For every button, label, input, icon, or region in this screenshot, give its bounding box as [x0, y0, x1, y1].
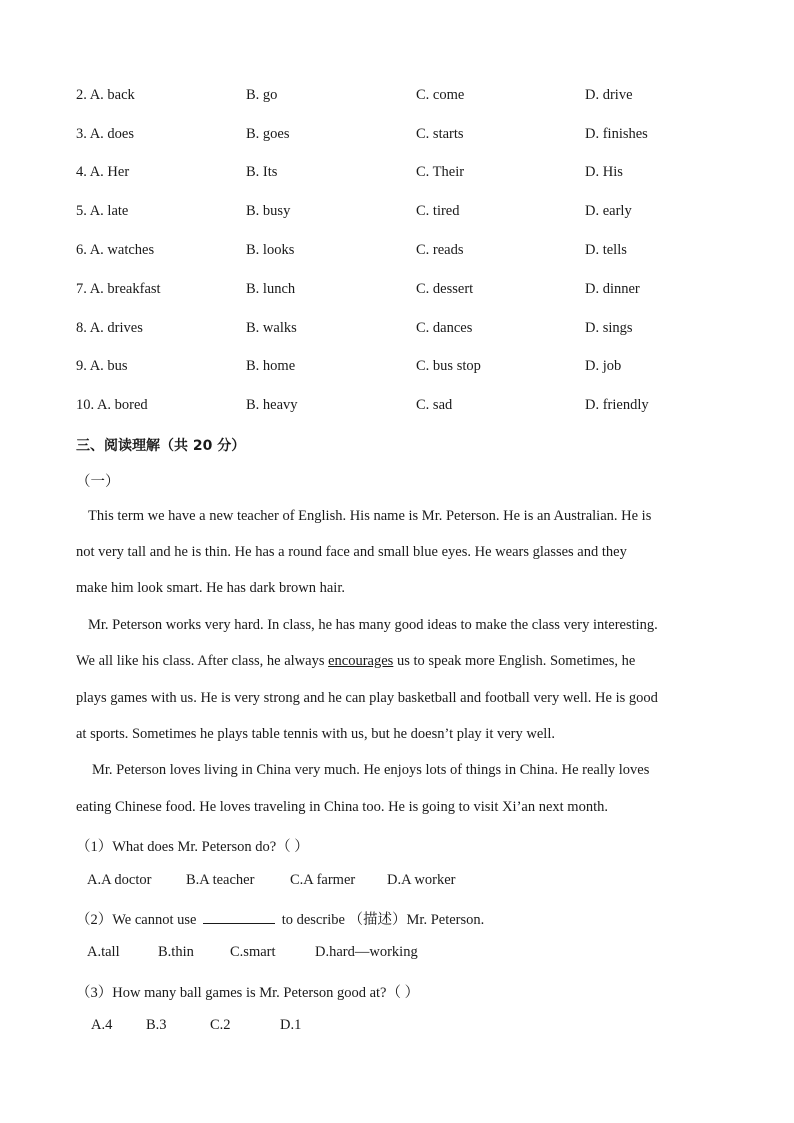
- part-label: （一）: [76, 474, 120, 490]
- choice-b: B.3: [146, 1017, 167, 1033]
- passage-line: [76, 653, 635, 670]
- passage-text: We all like his class. After class, he always: [76, 653, 329, 669]
- choice-d: D.hard—working: [315, 944, 418, 960]
- question-2-choices: [0, 944, 794, 964]
- option-c: C. dances: [416, 320, 473, 336]
- option-a: 5. A. late: [76, 203, 129, 219]
- choice-c: C.2: [210, 1017, 231, 1033]
- option-d: D. His: [585, 164, 623, 180]
- option-a: 8. A. drives: [76, 320, 143, 336]
- option-b: B. walks: [246, 320, 297, 336]
- option-d: D. friendly: [585, 397, 649, 413]
- passage-line: plays games with us. He is very strong and he can play basketball and football very well. He is good: [76, 690, 658, 706]
- stem-text: to describe （描述）Mr. Peterson.: [278, 912, 485, 928]
- option-a: 9. A. bus: [76, 358, 128, 374]
- option-b: B. heavy: [246, 397, 298, 413]
- option-c: C. sad: [416, 397, 453, 413]
- option-row: [0, 203, 794, 225]
- passage-text: us to speak more English. Sometimes, he: [393, 653, 636, 669]
- option-row: [0, 320, 794, 342]
- choice-a: A.A doctor: [87, 872, 152, 888]
- option-c: C. starts: [416, 126, 464, 142]
- option-row: [0, 126, 794, 148]
- option-a: 2. A. back: [76, 87, 135, 103]
- option-row: [0, 164, 794, 186]
- option-b: B. goes: [246, 126, 290, 142]
- option-d: D. drive: [585, 87, 633, 103]
- underlined-word: encourages: [328, 653, 394, 669]
- option-a: 10. A. bored: [76, 397, 148, 413]
- option-row: [0, 242, 794, 264]
- passage-line: eating Chinese food. He loves traveling in China too. He is going to visit Xi’an next month.: [76, 799, 608, 815]
- choice-b: B.A teacher: [186, 872, 255, 888]
- option-d: D. early: [585, 203, 632, 219]
- question-3-choices: [0, 1017, 794, 1037]
- choice-d: D.1: [280, 1017, 302, 1033]
- option-b: B. go: [246, 87, 278, 103]
- option-c: C. reads: [416, 242, 464, 258]
- passage-line: make him look smart. He has dark brown hair.: [76, 580, 345, 596]
- question-3-stem: （3）How many ball games is Mr. Peterson good at?（ ）: [76, 985, 420, 1001]
- option-d: D. tells: [585, 242, 627, 258]
- choice-c: C.smart: [230, 944, 276, 960]
- choice-c: C.A farmer: [290, 872, 356, 888]
- stem-text: （2）We cannot use: [76, 912, 201, 928]
- option-row: [0, 397, 794, 419]
- option-d: D. sings: [585, 320, 633, 336]
- option-b: B. home: [246, 358, 296, 374]
- choice-b: B.thin: [158, 944, 194, 960]
- option-c: C. bus stop: [416, 358, 481, 374]
- option-d: D. finishes: [585, 126, 648, 142]
- option-b: B. lunch: [246, 281, 296, 297]
- option-b: B. Its: [246, 164, 278, 180]
- choice-a: A.tall: [87, 944, 120, 960]
- option-row: [0, 87, 794, 109]
- option-b: B. looks: [246, 242, 295, 258]
- option-row: [0, 281, 794, 303]
- question-1-stem: （1）What does Mr. Peterson do?（ ）: [76, 839, 309, 855]
- passage-line: at sports. Sometimes he plays table tennis with us, but he doesn’t play it very well.: [76, 726, 555, 742]
- option-d: D. job: [585, 358, 622, 374]
- choice-a: A.4: [91, 1017, 113, 1033]
- option-d: D. dinner: [585, 281, 640, 297]
- option-c: C. tired: [416, 203, 460, 219]
- option-a: 7. A. breakfast: [76, 281, 161, 297]
- section-heading: 三、阅读理解（共 20 分）: [76, 438, 246, 454]
- answer-blank: [203, 911, 275, 924]
- passage-line: not very tall and he is thin. He has a round face and small blue eyes. He wears glasses and they: [76, 544, 627, 560]
- option-a: 6. A. watches: [76, 242, 155, 258]
- option-b: B. busy: [246, 203, 291, 219]
- option-row: [0, 358, 794, 380]
- option-c: C. dessert: [416, 281, 474, 297]
- passage-line: Mr. Peterson loves living in China very much. He enjoys lots of things in China. He really loves: [92, 762, 650, 778]
- option-a: 3. A. does: [76, 126, 134, 142]
- passage-line: Mr. Peterson works very hard. In class, he has many good ideas to make the class very interesting.: [88, 617, 658, 633]
- question-1-choices: [0, 872, 794, 892]
- option-a: 4. A. Her: [76, 164, 130, 180]
- option-c: C. Their: [416, 164, 465, 180]
- passage-line: This term we have a new teacher of English. His name is Mr. Peterson. He is an Australian. He is: [88, 508, 652, 524]
- option-c: C. come: [416, 87, 465, 103]
- choice-d: D.A worker: [387, 872, 456, 888]
- question-2-stem: [76, 908, 484, 929]
